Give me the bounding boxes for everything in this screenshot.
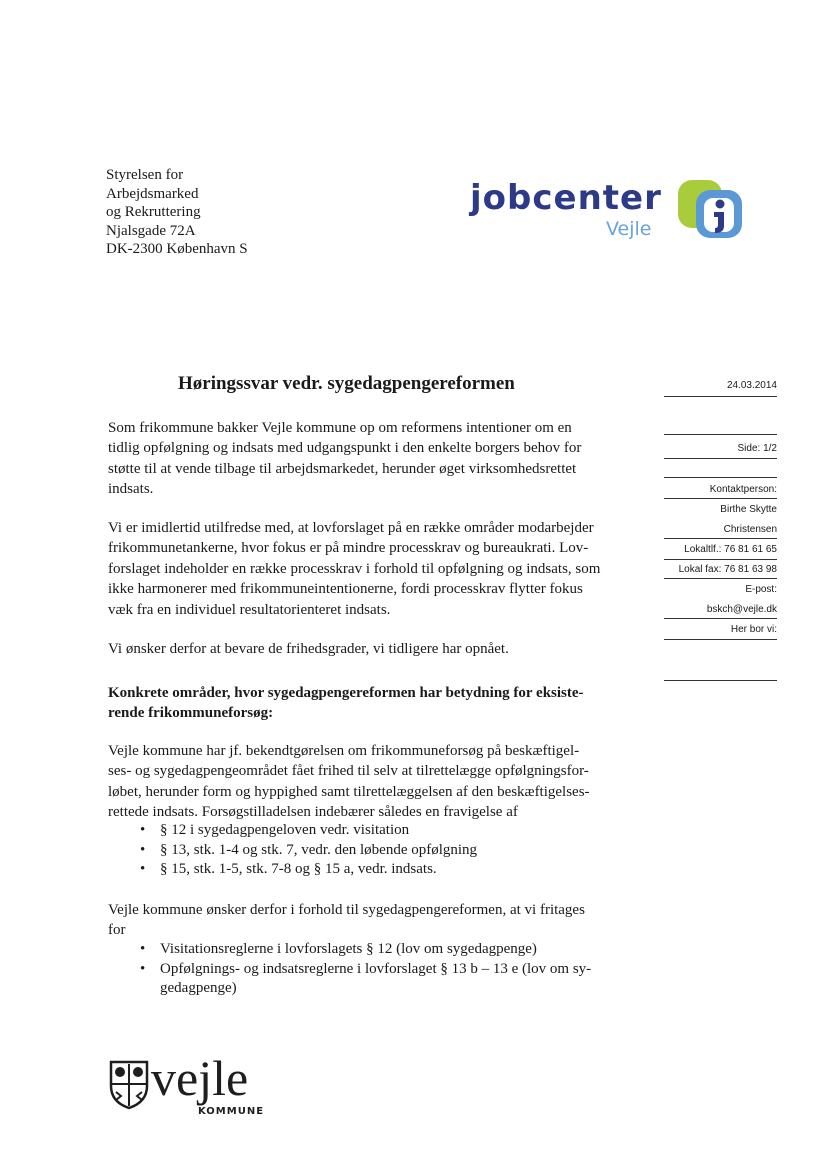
text-line: ikke harmonerer med frikommuneintentionerne, fordi processkrav flytter fokus	[108, 581, 583, 598]
text-line: frikommunetankerne, hvor fokus er på mindre processkrav og bureaukrati. Lov-	[108, 540, 589, 557]
address-line: Njalsgade 72A	[106, 222, 196, 239]
text-line: Vi ønsker derfor at bevare de frihedsgrader, vi tidligere har opnået.	[108, 641, 509, 657]
text-line: Vejle kommune ønsker derfor i forhold til sygedagpengereformen, at vi fritages	[108, 902, 585, 918]
divider	[664, 578, 777, 579]
divider	[664, 618, 777, 619]
document-date: 24.03.2014	[726, 380, 777, 391]
text-line: Vejle kommune har jf. bekendtgørelsen om frikommuneforsøg på beskæftigel-	[108, 743, 580, 759]
divider	[664, 396, 777, 397]
bullet-list-exemptions	[108, 821, 477, 880]
list-item: • § 15, stk. 1-5, stk. 7-8 og § 15 a, vedr. indsats.	[108, 860, 477, 880]
text-line: for	[108, 922, 126, 939]
list-item: • Visitationsreglerne i lovforslagets § 12 (lov om sygedagpenge)	[108, 940, 591, 960]
divider	[664, 434, 777, 435]
contact-label: Kontaktperson:	[709, 484, 777, 495]
paragraph-concerns	[108, 518, 648, 620]
divider	[664, 680, 777, 681]
address-line: DK-2300 København S	[106, 241, 248, 258]
jobcenter-mark-icon	[674, 176, 746, 240]
text-line: rende frikommuneforsøg:	[108, 705, 274, 722]
text-line: støtte til at vende tilbage til arbejdsmarkedet, herunder øget virksomhedsrettet	[108, 460, 577, 477]
text-line: løbet, herunder form og hyppighed samt tilrettelæggelsen af den beskæftigelses-	[108, 783, 590, 800]
divider	[664, 639, 777, 640]
bullet-list-requests	[108, 940, 591, 999]
contact-name: Christensen	[723, 524, 777, 535]
divider	[664, 458, 777, 459]
divider	[664, 498, 777, 499]
text-line: indsats.	[108, 481, 154, 498]
fax-number: Lokal fax: 76 81 63 98	[678, 564, 777, 575]
jobcenter-logo-city: Vejle	[606, 218, 652, 240]
text-line: rettede indsats. Forsøgstilladelsen indebærer således en fravigelse af	[108, 804, 518, 821]
text-line: Vi er imidlertid utilfredse med, at lovforslaget på en række områder modarbejder	[108, 520, 594, 536]
text-line: Som frikommune bakker Vejle kommune op om reformens intentioner om en	[108, 420, 572, 436]
list-item: • § 12 i sygedagpengeloven vedr. visitation	[108, 821, 477, 841]
vejle-crest-icon	[108, 1058, 150, 1110]
vejle-logo-word: vejle	[151, 1050, 249, 1106]
divider	[664, 559, 777, 560]
recipient-address	[106, 166, 248, 259]
text-line: forslaget indeholder en række processkrav i forhold til opfølgning og indsats, som	[108, 560, 601, 577]
divider	[664, 538, 777, 539]
paragraph-intro	[108, 418, 648, 500]
text-line: • Opfølgnings- og indsatsreglerne i lovforslaget § 13 b – 13 e (lov om sy-	[160, 960, 592, 977]
contact-name: Birthe Skytte	[720, 504, 777, 515]
paragraph-permission	[108, 741, 648, 823]
address-line: Styrelsen for	[106, 167, 184, 183]
address-line: og Rekruttering	[106, 204, 201, 221]
text-line: ses- og sygedagpengeområdet fået frihed til selv at tilrettelægge opfølgningsfor-	[108, 763, 589, 780]
divider	[664, 477, 777, 478]
document-title: Høringssvar vedr. sygedagpengereformen	[178, 373, 515, 394]
email-address[interactable]: bskch@vejle.dk	[706, 604, 777, 615]
email-label: E-post:	[745, 584, 777, 595]
phone-number: Lokaltlf.: 76 81 61 65	[684, 544, 777, 555]
jobcenter-logo-word: jobcenter	[470, 178, 662, 218]
text-line: Konkrete områder, hvor sygedagpengereformen har betydning for eksiste-	[108, 685, 584, 701]
list-item: • § 13, stk. 1-4 og stk. 7, vedr. den løbende opfølgning	[108, 841, 477, 861]
address-label: Her bor vi:	[730, 624, 777, 635]
vejle-logo-sub: KOMMUNE	[198, 1106, 265, 1117]
paragraph-request	[108, 900, 648, 941]
paragraph-wish	[108, 639, 648, 659]
list-item	[108, 960, 591, 999]
section-heading	[108, 683, 648, 724]
text-line: væk fra en individuel resultatorienteret indsats.	[108, 601, 391, 618]
text-line: gedagpenge)	[160, 980, 237, 996]
address-line: Arbejdsmarked	[106, 185, 199, 202]
text-line: tidlig opfølgning og indsats med udgangspunkt i den enkelte borgers behov for	[108, 440, 582, 457]
page-number: Side: 1/2	[737, 443, 777, 454]
